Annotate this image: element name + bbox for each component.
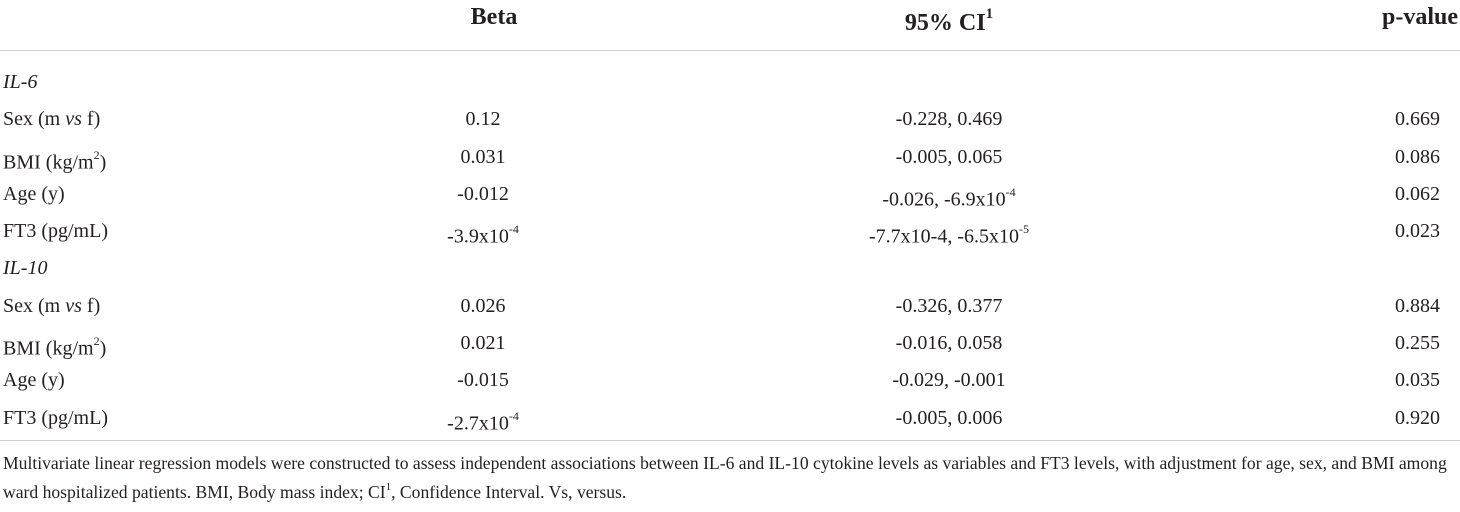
ci-cell bbox=[0, 368, 1460, 392]
ci-value: -7.7x10-4, -6.5x10 bbox=[869, 225, 1019, 248]
row-label-close: ) bbox=[93, 294, 101, 317]
ci-value: -0.005, 0.065 bbox=[895, 145, 1003, 168]
table-row bbox=[0, 400, 1460, 437]
p-value-cell: 0.023 bbox=[1395, 220, 1440, 243]
ci-value: -0.016, 0.058 bbox=[895, 332, 1003, 355]
ci-value: -0.005, 0.006 bbox=[895, 406, 1003, 429]
row-label-text-post: f bbox=[81, 108, 94, 131]
ci-value: -0.326, 0.377 bbox=[895, 294, 1003, 317]
ci-cell bbox=[0, 182, 1460, 212]
row-label-text: Sex (m bbox=[3, 294, 66, 317]
table-row bbox=[0, 213, 1460, 250]
table-body bbox=[0, 51, 1460, 441]
beta-value: 0.12 bbox=[465, 108, 501, 131]
row-label-close: ) bbox=[93, 108, 101, 131]
group-row bbox=[0, 250, 1460, 287]
beta-exponent: -4 bbox=[508, 222, 519, 237]
table-row bbox=[0, 325, 1460, 362]
row-label-italic: vs bbox=[65, 294, 82, 317]
beta-value: -0.015 bbox=[457, 369, 509, 392]
footnote-text-2: , Confidence Interval. Vs, versus. bbox=[391, 481, 627, 502]
row-label-text: Sex (m bbox=[3, 108, 66, 131]
table-header bbox=[0, 0, 1460, 51]
group-label: IL-10 bbox=[3, 257, 48, 280]
ci-cell bbox=[0, 406, 1460, 430]
ci-cell bbox=[0, 107, 1460, 131]
row-label-close: ) bbox=[99, 337, 107, 360]
header-beta: Beta bbox=[470, 4, 518, 30]
p-value-cell: 0.062 bbox=[1395, 182, 1440, 205]
table-row bbox=[0, 288, 1460, 325]
row-label-sup: 2 bbox=[93, 334, 100, 349]
row-label-italic: vs bbox=[65, 108, 82, 131]
p-value-cell: 0.669 bbox=[1395, 108, 1440, 131]
beta-value: -3.9x10 bbox=[447, 225, 509, 248]
header-p-value: p-value bbox=[1381, 4, 1458, 30]
ci-value: -0.228, 0.469 bbox=[895, 108, 1003, 131]
header-ci-text: 95% CI bbox=[904, 10, 986, 36]
row-label-text: BMI (kg/m bbox=[3, 337, 94, 360]
beta-value: 0.021 bbox=[460, 332, 506, 355]
ci-cell bbox=[0, 219, 1460, 249]
row-label-close: ) bbox=[99, 151, 107, 174]
table-footnote bbox=[3, 451, 1459, 505]
beta-value: 0.031 bbox=[460, 145, 506, 168]
p-value-cell: 0.920 bbox=[1395, 406, 1440, 429]
ci-cell bbox=[0, 331, 1460, 355]
row-label-text: FT3 (pg/mL) bbox=[3, 406, 108, 429]
ci-exponent: -5 bbox=[1018, 222, 1029, 237]
beta-value: 0.026 bbox=[460, 294, 506, 317]
table-row bbox=[0, 101, 1460, 138]
beta-value: -0.012 bbox=[457, 182, 509, 205]
header-ci-sup: 1 bbox=[985, 6, 994, 22]
footnote-text-1: Multivariate linear regression models were constructed to assess independent associations between IL-6 and IL-10 cytokine levels as variables and FT3 levels, with adjustment for age, sex, and BMI among ward hospitalized patients. BMI, Body mass index; CI bbox=[3, 453, 1447, 502]
table-row bbox=[0, 362, 1460, 399]
ci-value: -0.026, -6.9x10 bbox=[882, 188, 1006, 211]
beta-exponent: -4 bbox=[508, 408, 519, 423]
ci-cell bbox=[0, 294, 1460, 318]
table-row bbox=[0, 176, 1460, 213]
row-label-text: BMI (kg/m bbox=[3, 151, 94, 174]
ci-exponent: -4 bbox=[1005, 184, 1016, 199]
group-label: IL-6 bbox=[3, 71, 38, 93]
row-label-text: Age (y) bbox=[3, 182, 65, 205]
p-value-cell: 0.035 bbox=[1395, 369, 1440, 392]
p-value-cell: 0.884 bbox=[1395, 294, 1440, 317]
group-row bbox=[0, 64, 1460, 101]
row-label-text-post: f bbox=[81, 294, 94, 317]
row-label-sup: 2 bbox=[93, 147, 100, 162]
beta-value: -2.7x10 bbox=[447, 412, 509, 435]
ci-cell bbox=[0, 145, 1460, 169]
table-row bbox=[0, 139, 1460, 176]
footnote-sup: 1 bbox=[385, 481, 392, 493]
p-value-cell: 0.255 bbox=[1395, 332, 1440, 355]
header-ci bbox=[0, 3, 1460, 37]
row-label-text: FT3 (pg/mL) bbox=[3, 220, 108, 243]
row-label-text: Age (y) bbox=[3, 369, 65, 392]
p-value-cell: 0.086 bbox=[1395, 145, 1440, 168]
ci-value: -0.029, -0.001 bbox=[892, 369, 1006, 392]
